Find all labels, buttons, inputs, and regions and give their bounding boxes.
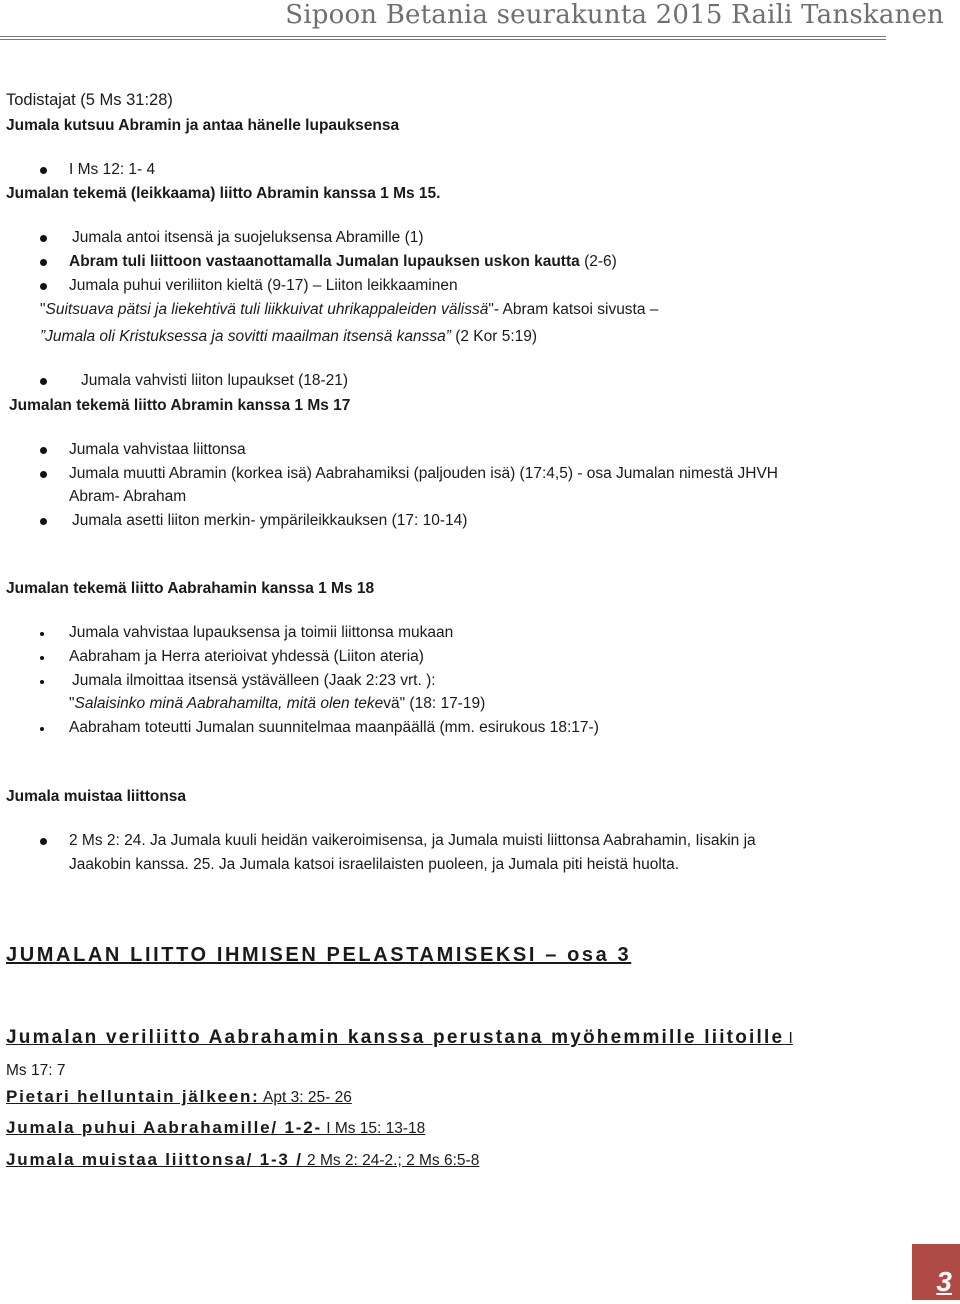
quote1-open: " — [40, 301, 46, 318]
header-title: Sipoon Betania seurakunta 2015 Raili Tanskanen — [285, 0, 944, 30]
part3-line2 — [6, 1118, 425, 1138]
section2-bullet2-rest: (2-6) — [579, 253, 617, 270]
line1-label: Pietari helluntain jälkeen: — [6, 1087, 260, 1106]
section5-heading: Jumala muistaa liittonsa — [6, 788, 187, 805]
line3-text: 2 Ms 2: 24-2.; 2 Ms 6:5-8 — [302, 1152, 480, 1169]
header-rule — [0, 36, 886, 37]
bullet3-cont-rest: vä" (18: 17-19) — [383, 695, 486, 712]
quote2-rest: (2 Kor 5:19) — [450, 328, 538, 345]
section5-bullet1: 2 Ms 2: 24. Ja Jumala kuuli heidän vaikeroimisensa, ja Jumala muisti liittonsa Aabrahamin, Iisakin ja — [69, 832, 756, 849]
bullet-icon — [40, 447, 47, 454]
section2-heading: Jumalan tekemä (leikkaama) liitto Abramin kanssa 1 Ms 15. — [6, 185, 441, 202]
section3-bullet1: Jumala vahvistaa liittonsa — [69, 441, 246, 458]
part3-line3 — [6, 1150, 479, 1170]
section4-bullet1: Jumala vahvistaa lupauksensa ja toimii liittonsa mukaan — [69, 624, 454, 641]
section2-bullet1: Jumala antoi itsensä ja suojeluksensa Abramille (1) — [72, 229, 424, 246]
section3-bullet2: Jumala muutti Abramin (korkea isä) Aabrahamiksi (paljouden isä) (17:4,5) - osa Jumalan nimestä JHVH — [69, 465, 778, 482]
section3-bullet2-cont: Abram- Abraham — [69, 488, 187, 505]
line2-text: I Ms 15: 13-18 — [321, 1120, 426, 1137]
bullet3-cont-open: " — [69, 695, 75, 712]
quote1-rest: "- Abram katsoi sivusta – — [488, 301, 659, 318]
section3-heading: Jumalan tekemä liitto Abramin kanssa 1 Ms 17 — [9, 397, 351, 414]
quote1-italic: Suitsuava pätsi ja liekehtivä tuli liikkuivat uhrikappaleiden välissä — [45, 301, 489, 318]
bullet-icon — [40, 378, 47, 385]
section1-heading: Jumala kutsuu Abramin ja antaa hänelle lupauksensa — [6, 117, 400, 134]
page-number: 3 — [936, 1266, 952, 1297]
section2-bullet4: Jumala vahvisti liiton lupaukset (18-21) — [81, 372, 349, 389]
part3-subtitle — [6, 1027, 793, 1049]
page-header — [0, 0, 960, 38]
small-bullet-icon — [40, 680, 44, 684]
section4-bullet3: Jumala ilmoittaa itsensä ystävälleen (Jaak 2:23 vrt. ): — [72, 672, 436, 689]
bullet3-cont-italic: Salaisinko minä Aabrahamilta, mitä olen teke — [74, 695, 384, 712]
small-bullet-icon — [40, 656, 44, 660]
part3-line1 — [6, 1087, 352, 1107]
line1-text: Apt 3: 25- 26 — [259, 1089, 352, 1106]
bullet-icon — [40, 167, 47, 174]
section2-quote2 — [40, 327, 537, 347]
section2-bullet2-bold: Abram tuli liittoon vastaanottamalla Jumalan lupauksen uskon kautta — [69, 253, 580, 270]
section2-bullet3: Jumala puhui veriliiton kieltä (9-17) – Liiton leikkaaminen — [69, 277, 458, 294]
header-rule-secondary — [0, 39, 886, 40]
section5-bullet1-cont: Jaakobin kanssa. 25. Ja Jumala katsoi israelilaisten puoleen, ja Jumala piti heistä huolta. — [69, 856, 680, 873]
small-bullet-icon — [40, 727, 44, 731]
section3-bullet3: Jumala asetti liiton merkin- ympärileikkauksen (17: 10-14) — [72, 512, 468, 529]
bullet-icon — [40, 283, 47, 290]
line3-label: Jumala muistaa liittonsa/ 1-3 / — [6, 1150, 303, 1169]
part3-subtitle-cont: Ms 17: 7 — [6, 1062, 66, 1079]
part3-title: JUMALAN LIITTO IHMISEN PELASTAMISEKSI – osa 3 — [6, 944, 632, 966]
bullet-icon — [40, 471, 47, 478]
section2-quote1 — [40, 300, 658, 320]
section4-heading: Jumalan tekemä liitto Aabrahamin kanssa 1 Ms 18 — [6, 580, 375, 597]
section4-bullet2: Aabraham ja Herra aterioivat yhdessä (Liiton ateria) — [69, 648, 424, 665]
quote2-italic: ”Jumala oli Kristuksessa ja sovitti maailman itsensä kanssa” — [40, 328, 451, 345]
section1-bullet1: I Ms 12: 1- 4 — [69, 161, 156, 178]
section4-bullet4: Aabraham toteutti Jumalan suunnitelmaa maanpäällä (mm. esirukous 18:17-) — [69, 719, 599, 736]
section2-bullet2 — [69, 252, 617, 272]
section4-bullet3-cont — [69, 694, 485, 714]
bullet-icon — [40, 235, 47, 242]
bullet-icon — [40, 259, 47, 266]
small-bullet-icon — [40, 632, 44, 636]
witnesses-line: Todistajat (5 Ms 31:28) — [6, 91, 173, 109]
line2-label: Jumala puhui Aabrahamille/ 1-2- — [6, 1118, 322, 1137]
page-number-badge — [912, 1244, 960, 1300]
bullet-icon — [40, 838, 47, 845]
part3-subtitle-tail: I — [784, 1030, 793, 1047]
part3-subtitle-text: Jumalan veriliitto Aabrahamin kanssa perustana myöhemmille liitoille — [6, 1027, 785, 1048]
bullet-icon — [40, 518, 47, 525]
